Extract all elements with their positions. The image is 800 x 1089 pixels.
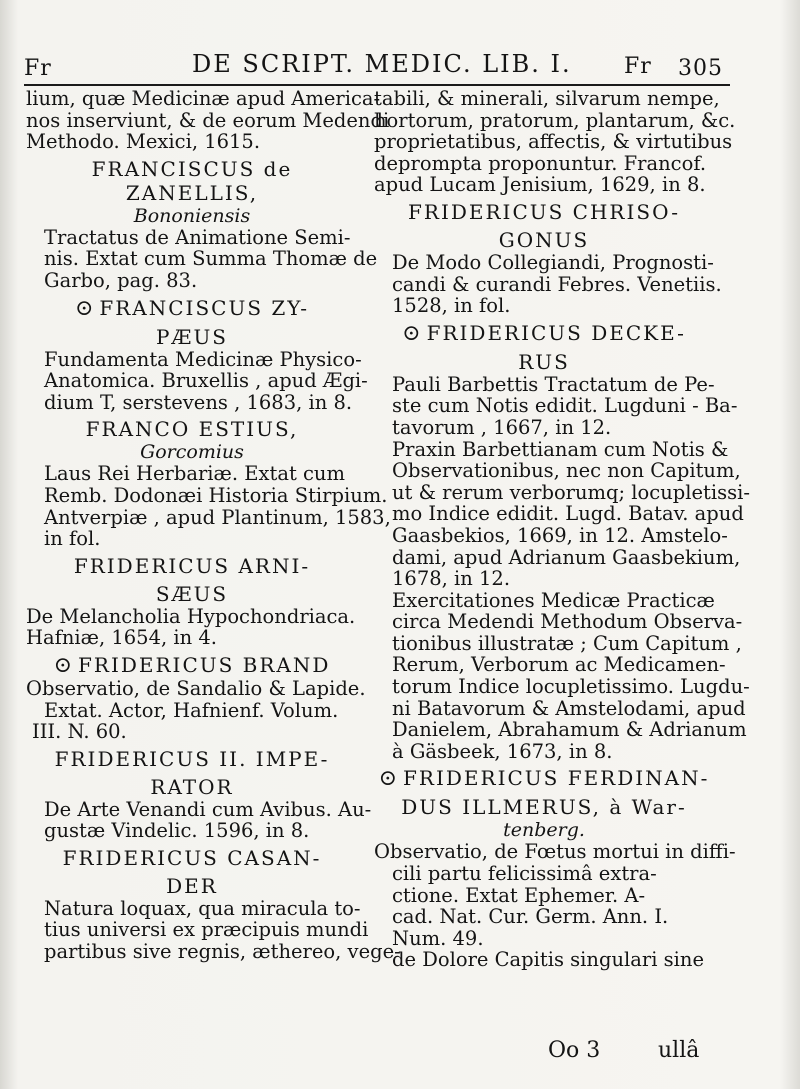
text-line: tabili, & minerali, silvarum nempe, (374, 87, 720, 110)
text-line: Anatomica. Bruxellis , apud Ægi- (44, 369, 368, 393)
text-line: ni Batavorum & Amstelodami, apud (392, 696, 746, 720)
header-left-abbr: Fr (24, 56, 52, 81)
entry-heading-cont: tenberg. (503, 819, 585, 842)
text-line: Gaasbekios, 1669, in 12. Amstelo- (392, 523, 728, 547)
entry-heading (374, 766, 714, 791)
entry-heading-cont: DUS ILLMERUS, à War- (401, 795, 687, 820)
text-line: ctione. Extat Ephemer. A- (392, 883, 646, 907)
text-line: 1678, in 12. (392, 567, 511, 591)
entry-heading: FRIDERICUS ARNI- (73, 553, 311, 578)
entry-heading (26, 653, 358, 678)
entry-heading-cont: PÆUS (155, 324, 229, 349)
text-line: Tractatus de Animatione Semi- (44, 225, 351, 249)
text-line: De Arte Venandi cum Avibus. Au- (44, 797, 372, 821)
catchword: ullâ (658, 1038, 700, 1063)
entry-body (26, 896, 401, 964)
entry-heading-cont: DER (166, 873, 218, 898)
signature-mark: Oo 3 (548, 1038, 601, 1063)
page-title: DE SCRIPT. MEDIC. LIB. I. (192, 50, 572, 78)
entry-heading-text: FRIDERICUS BRAND (78, 652, 331, 677)
entry-heading: FRANCISCUS de ZANELLIS, (91, 156, 293, 205)
text-line: circa Medendi Methodum Observa- (392, 610, 743, 634)
entry-body (26, 462, 391, 551)
text-line: Pauli Barbettis Tractatum de Pe- (392, 372, 715, 396)
entry-heading-cont: SÆUS (155, 581, 229, 606)
text-line: III. N. 60. (32, 720, 127, 744)
entry-body (26, 797, 372, 843)
entry-body (374, 840, 736, 950)
entry-body (374, 250, 722, 318)
text-line: Laus Rei Herbariæ. Extat cum (44, 462, 345, 486)
right-continuation (374, 87, 736, 197)
entry-body-2 (374, 437, 750, 591)
page-footer (548, 1038, 728, 1064)
text-line: nos inserviunt, & de eorum Medendi (26, 108, 390, 132)
text-line: De Melancholia Hypochondriaca. (26, 604, 356, 628)
text-line: ste cum Notis edidit. Lugduni - Ba- (392, 394, 738, 418)
entry-body (374, 372, 738, 439)
text-line: De Modo Collegiandi, Prognosti- (392, 250, 714, 274)
text-line: cili partu felicissimâ extra- (392, 862, 657, 886)
text-line: tionibus illustratæ ; Cum Capitum , (392, 631, 742, 655)
text-line: Extat. Actor, Hafnienf. Volum. (44, 698, 339, 722)
text-line: Observatio, de Fœtus mortui in diffi- (374, 840, 736, 864)
right-column (374, 87, 750, 974)
text-line: Methodo. Mexici, 1615. (26, 130, 261, 154)
text-line: deprompta proponuntur. Francof. (374, 151, 707, 175)
text-line: Exercitationes Medicæ Practicæ (392, 588, 715, 612)
entry-heading (26, 296, 358, 321)
page-number: 305 (678, 56, 723, 81)
text-line: torum Indice locupletissimo. Lugdu- (392, 675, 750, 699)
text-line: Observatio, de Sandalio & Lapide. (26, 676, 366, 700)
text-line: candi & curandi Febres. Venetiis. (392, 272, 722, 296)
text-line: Natura loquax, qua miracula to- (44, 896, 361, 920)
entry-zypaeus (26, 295, 368, 414)
entry-heading: FRIDERICUS CASAN- (62, 845, 322, 870)
entry-body (26, 347, 368, 414)
text-line: Antverpiæ , apud Plantinum, 1583, (44, 505, 391, 529)
header-rule (24, 84, 730, 86)
entry-heading-text: FRIDERICUS DECKE- (426, 320, 686, 345)
entry-heading (374, 321, 714, 346)
text-line: 1528, in fol. (392, 294, 511, 318)
text-line: Hafniæ, 1654, in 4. (26, 626, 217, 650)
entry-zanellis (26, 156, 378, 292)
entry-heading-text: FRIDERICUS FERDINAN- (403, 766, 710, 791)
entry-heading-text: FRANCISCUS ZY- (99, 295, 310, 320)
circle-mark-icon: ⊙ (378, 766, 400, 792)
entry-origin: Bononiensis (133, 204, 251, 227)
text-line: Num. 49. (392, 926, 484, 950)
left-continuation (26, 87, 390, 154)
left-column (26, 87, 401, 966)
text-line: Remb. Dodonæi Historia Stirpium. (44, 483, 388, 507)
entry-chrisogonus (374, 199, 722, 318)
text-line: Praxin Barbettianam cum Notis & (392, 437, 729, 461)
text-line: dium T, serstevens , 1683, in 8. (44, 390, 353, 414)
entry-body-3 (374, 588, 750, 763)
text-line: mo Indice edidit. Lugd. Batav. apud (392, 502, 744, 526)
text-line: cad. Nat. Cur. Germ. Ann. I. (392, 905, 669, 929)
entry-estius (26, 417, 391, 551)
header-right-abbr: Fr (624, 54, 652, 79)
text-line: Garbo, pag. 83. (44, 268, 198, 292)
text-line: gustæ Vindelic. 1596, in 8. (44, 819, 310, 843)
entry-body (26, 676, 366, 744)
text-line: Danielem, Abrahamum & Adrianum (392, 718, 747, 742)
entry-illmerus (374, 766, 736, 972)
entry-heading-cont: RUS (518, 349, 570, 374)
text-line: nis. Extat cum Summa Thomæ de (44, 247, 378, 271)
entry-arnisaeus (26, 554, 358, 649)
text-line: à Gäsbeek, 1673, in 8. (392, 739, 613, 763)
entry-heading: FRANCO ESTIUS, (85, 417, 299, 442)
entry-fridericus-ii (26, 746, 372, 843)
entry-casander (26, 845, 401, 964)
text-line: tius universi ex præcipuis mundi (44, 918, 369, 942)
entry-body (26, 225, 378, 292)
text-line: in fol. (44, 527, 101, 551)
text-line: de Dolore Capitis singulari sine (392, 948, 704, 972)
entry-heading-cont: RATOR (150, 774, 234, 799)
entry-body (26, 606, 358, 649)
text-line: Rerum, Verborum ac Medicamen- (392, 653, 726, 677)
text-line: apud Lucam Jenisium, 1629, in 8. (374, 173, 706, 197)
entry-origin: Gorcomius (140, 441, 244, 464)
entry-heading: FRIDERICUS II. IMPE- (54, 746, 330, 771)
text-line: dami, apud Adrianum Gaasbekium, (392, 545, 741, 569)
circle-mark-icon: ⊙ (53, 652, 75, 678)
text-line: tavorum , 1667, in 12. (392, 415, 612, 439)
entry-deckerus (374, 320, 750, 763)
text-line: Observationibus, nec non Capitum, (392, 459, 741, 483)
text-line: ut & rerum verborumq; locupletissi- (392, 480, 750, 504)
text-line: hortorum, pratorum, plantarum, &c. (374, 108, 736, 132)
circle-mark-icon: ⊙ (402, 320, 423, 346)
entry-heading-cont: GONUS (498, 227, 590, 252)
text-line: proprietatibus, affectis, & virtutibus (374, 130, 733, 154)
entry-brand (26, 652, 366, 744)
entry-heading: FRIDERICUS CHRISO- (408, 199, 680, 224)
text-line: lium, quæ Medicinæ apud America- (26, 87, 381, 110)
text-line: Fundamenta Medicinæ Physico- (44, 347, 362, 371)
entry-body-2 (374, 949, 714, 971)
text-line: partibus sive regnis, æthereo, vege- (44, 940, 401, 964)
running-head (24, 50, 723, 82)
circle-mark-icon: ⊙ (74, 295, 96, 321)
